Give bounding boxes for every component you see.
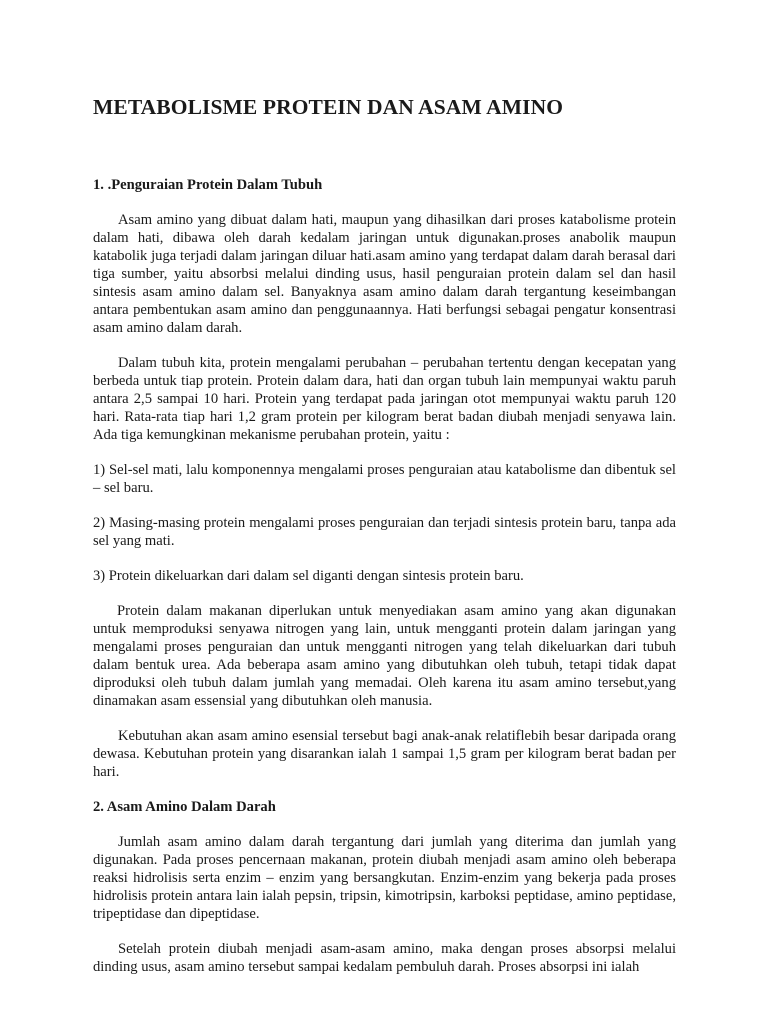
paragraph: Kebutuhan akan asam amino esensial tersebut bagi anak-anak relatiflebih besar daripada orang dewasa. Kebutuhan protein yang disarankan ialah 1 sampai 1,5 gram per kilogram berat badan per hari. — [93, 728, 676, 780]
paragraph: Dalam tubuh kita, protein mengalami perubahan – perubahan tertentu dengan kecepatan yang berbeda untuk tiap protein. Protein dalam dara, hati dan organ tubuh lain mempunyai waktu paruh antara 2,5 sampai 10 hari. Protein yang terdapat pada jaringan otot mempunyai waktu paruh 120 hari. Rata-rata tiap hari 1,2 gram protein per kilogram berat badan diubah menjadi senyawa lain. Ada tiga kemungkinan mekanisme perubahan protein, yaitu : — [93, 355, 676, 443]
paragraph: Jumlah asam amino dalam darah tergantung dari jumlah yang diterima dan jumlah yang digunakan. Pada proses pencernaan makanan, protein diubah menjadi asam amino oleh beberapa reaksi hidrolisis serta enzim – enzim yang bersangkutan. Enzim-enzim yang bekerja pada proses hidrolisis protein antara lain ialah pepsin, tripsin, kimotripsin, karboksi peptidase, amino peptidase, tripeptidase dan dipeptidase. — [93, 834, 676, 922]
paragraph: Protein dalam makanan diperlukan untuk menyediakan asam amino yang akan digunakan untuk memproduksi senyawa nitrogen yang lain, untuk mengganti protein dalam jaringan yang mengalami proses penguraian dan untuk mengganti nitrogen yang telah dikeluarkan dari tubuh dalam bentuk urea. Ada beberapa asam amino yang dibutuhkan oleh tubuh, tetapi tidak dapat diproduksi oleh tubuh dalam jumlah yang memadai. Oleh karena itu asam amino tersebut,yang dinamakan asam essensial yang dibutuhkan oleh manusia. — [93, 603, 676, 709]
section-heading: 2. Asam Amino Dalam Darah — [93, 799, 276, 815]
list-item: 3) Protein dikeluarkan dari dalam sel diganti dengan sintesis protein baru. — [93, 568, 524, 584]
document-title: METABOLISME PROTEIN DAN ASAM AMINO — [93, 95, 564, 119]
list-item: 2) Masing-masing protein mengalami proses penguraian dan terjadi sintesis protein baru, tanpa ada sel yang mati. — [93, 515, 676, 549]
paragraph: Setelah protein diubah menjadi asam-asam amino, maka dengan proses absorpsi melalui dinding usus, asam amino tersebut sampai kedalam pembuluh darah. Proses absorpsi ini ialah — [93, 941, 676, 975]
list-item: 1) Sel-sel mati, lalu komponennya mengalami proses penguraian atau katabolisme dan dibentuk sel – sel baru. — [93, 462, 676, 496]
paragraph: Asam amino yang dibuat dalam hati, maupun yang dihasilkan dari proses katabolisme protein dalam hati, dibawa oleh darah kedalam jaringan untuk digunakan.proses anabolik maupun katabolik juga terjadi dalam jaringan diluar hati.asam amino yang terdapat dalam darah berasal dari tiga sumber, yaitu absorbsi melalui dinding usus, hasil penguraian protein dalam sel dan hasil sintesis asam amino dalam sel. Banyaknya asam amino dalam darah tergantung keseimbangan antara pembentukan asam amino dan penggunaannya. Hati berfungsi sebagai pengatur konsentrasi asam amino dalam darah. — [93, 212, 676, 336]
section-heading: 1. .Penguraian Protein Dalam Tubuh — [93, 177, 323, 193]
